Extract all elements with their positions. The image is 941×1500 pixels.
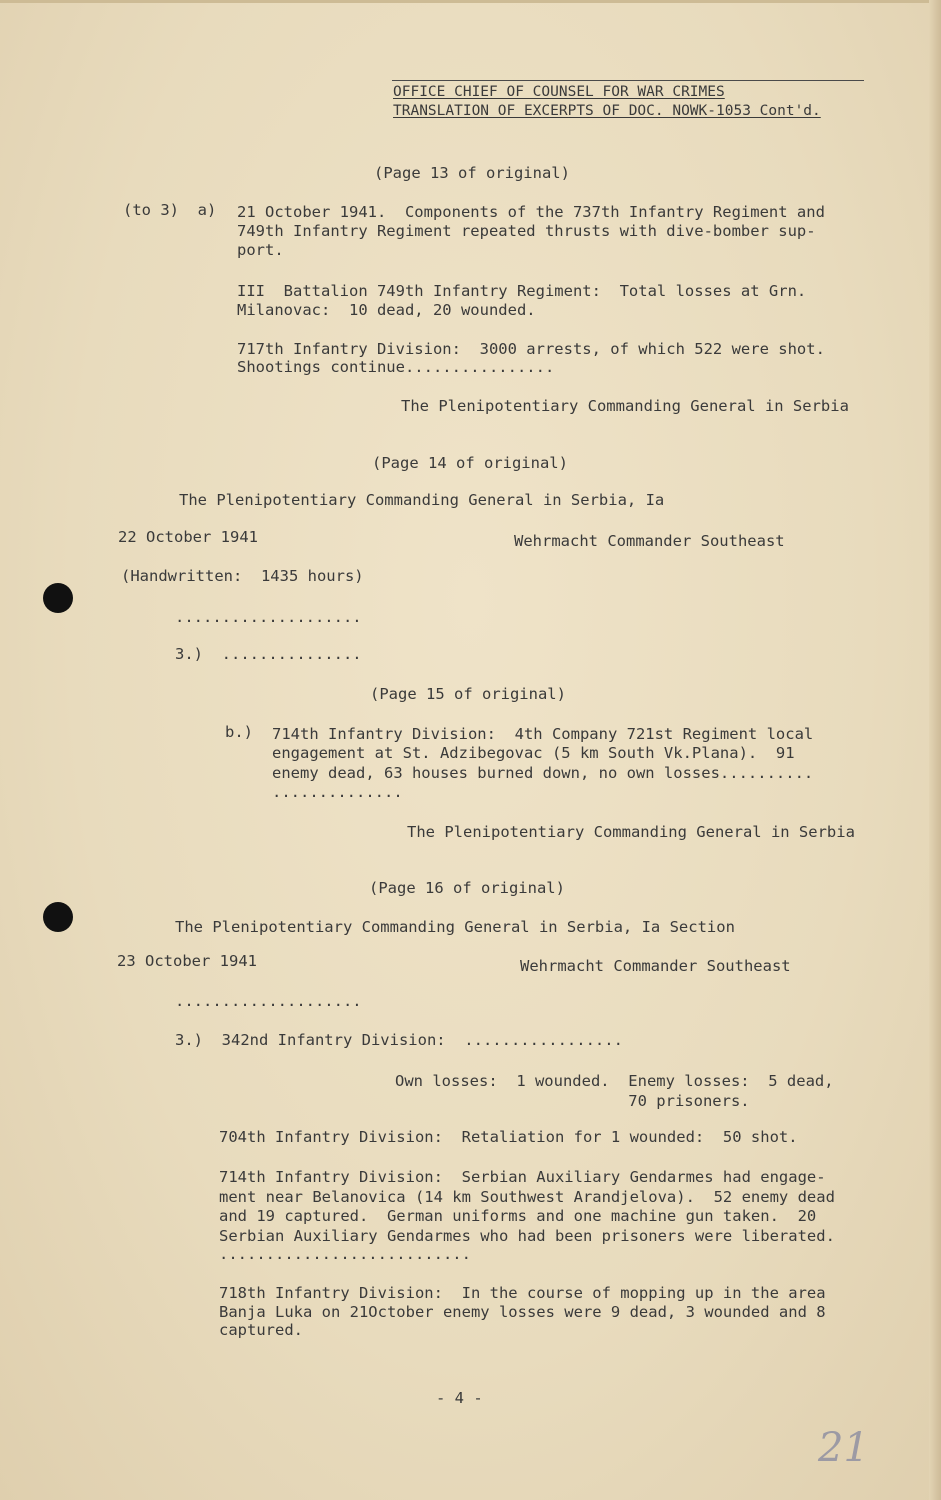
- page13-para2-line2: Milanovac: 10 dead, 20 wounded.: [237, 301, 536, 319]
- page16-div714-line3: and 19 captured. German uniforms and one machine gun taken. 20: [219, 1207, 817, 1225]
- page16-from: The Plenipotentiary Commanding General in Serbia, Ia Section: [175, 918, 735, 936]
- page14-dots: ....................: [175, 608, 362, 626]
- page14-handwritten: (Handwritten: 1435 hours): [121, 567, 364, 585]
- page13-para1-line1: 21 October 1941. Components of the 737th Infantry Regiment and: [237, 203, 825, 221]
- page16-div718-line1: 718th Infantry Division: In the course of mopping up in the area: [219, 1284, 826, 1302]
- page14-heading: (Page 14 of original): [372, 454, 568, 472]
- page15-para-line4: ..............: [272, 783, 403, 801]
- page15-para-line2: engagement at St. Adzibegovac (5 km South Vk.Plana). 91: [272, 744, 795, 762]
- page14-date: 22 October 1941: [118, 528, 258, 546]
- punch-hole: [43, 902, 73, 932]
- page13-item-ref: (to 3) a): [123, 201, 217, 219]
- page16-div714-line1: 714th Infantry Division: Serbian Auxiliary Gendarmes had engage-: [219, 1168, 826, 1186]
- page16-div714-line5: ...........................: [219, 1245, 471, 1263]
- page15-item-ref: b.): [225, 723, 253, 741]
- page14-to: Wehrmacht Commander Southeast: [514, 532, 785, 550]
- handwritten-mark: 21: [818, 1425, 869, 1471]
- page14-item: 3.) ...............: [175, 645, 362, 663]
- page16-date: 23 October 1941: [117, 952, 257, 970]
- page15-signature: The Plenipotentiary Commanding General in Serbia: [407, 823, 855, 841]
- header-rule: [392, 80, 864, 81]
- punch-hole: [43, 583, 73, 613]
- page16-div704: 704th Infantry Division: Retaliation for 1 wounded: 50 shot.: [219, 1128, 798, 1146]
- page16-to: Wehrmacht Commander Southeast: [520, 957, 791, 975]
- header-line-1: OFFICE CHIEF OF COUNSEL FOR WAR CRIMES: [393, 84, 725, 100]
- paper-edge: [0, 0, 941, 3]
- paper-edge: [929, 0, 941, 1500]
- page16-div714-line2: ment near Belanovica (14 km Southwest Arandjelova). 52 enemy dead: [219, 1188, 835, 1206]
- page15-para-line1: 714th Infantry Division: 4th Company 721st Regiment local: [272, 725, 814, 743]
- page15-heading: (Page 15 of original): [370, 685, 566, 703]
- page16-losses-line1: Own losses: 1 wounded. Enemy losses: 5 dead,: [395, 1072, 834, 1090]
- page16-div714-line4: Serbian Auxiliary Gendarmes who had been prisoners were liberated.: [219, 1227, 835, 1245]
- page16-item: 3.) 342nd Infantry Division: .................: [175, 1031, 623, 1049]
- page13-para1-line2: 749th Infantry Regiment repeated thrusts with dive-bomber sup-: [237, 222, 816, 240]
- page16-div718-line2: Banja Luka on 21October enemy losses were 9 dead, 3 wounded and 8: [219, 1303, 826, 1321]
- page13-heading: (Page 13 of original): [374, 164, 570, 182]
- page14-from: The Plenipotentiary Commanding General in Serbia, Ia: [179, 491, 665, 509]
- page13-para3-line2: Shootings continue................: [237, 358, 555, 376]
- page16-dots: ....................: [175, 992, 362, 1010]
- page16-div718-line3: captured.: [219, 1321, 303, 1339]
- page13-para3-line1: 717th Infantry Division: 3000 arrests, of which 522 were shot.: [237, 340, 825, 358]
- page15-para-line3: enemy dead, 63 houses burned down, no own losses..........: [272, 764, 814, 782]
- page13-para1-line3: port.: [237, 241, 284, 259]
- page13-para2-line1: III Battalion 749th Infantry Regiment: Total losses at Grn.: [237, 282, 807, 300]
- page16-heading: (Page 16 of original): [369, 879, 565, 897]
- page16-losses-line2: 70 prisoners.: [395, 1092, 750, 1110]
- page-number: - 4 -: [436, 1389, 483, 1407]
- page13-signature: The Plenipotentiary Commanding General in Serbia: [401, 397, 849, 415]
- header-line-2: TRANSLATION OF EXCERPTS OF DOC. NOWK-1053 Cont'd.: [393, 103, 821, 119]
